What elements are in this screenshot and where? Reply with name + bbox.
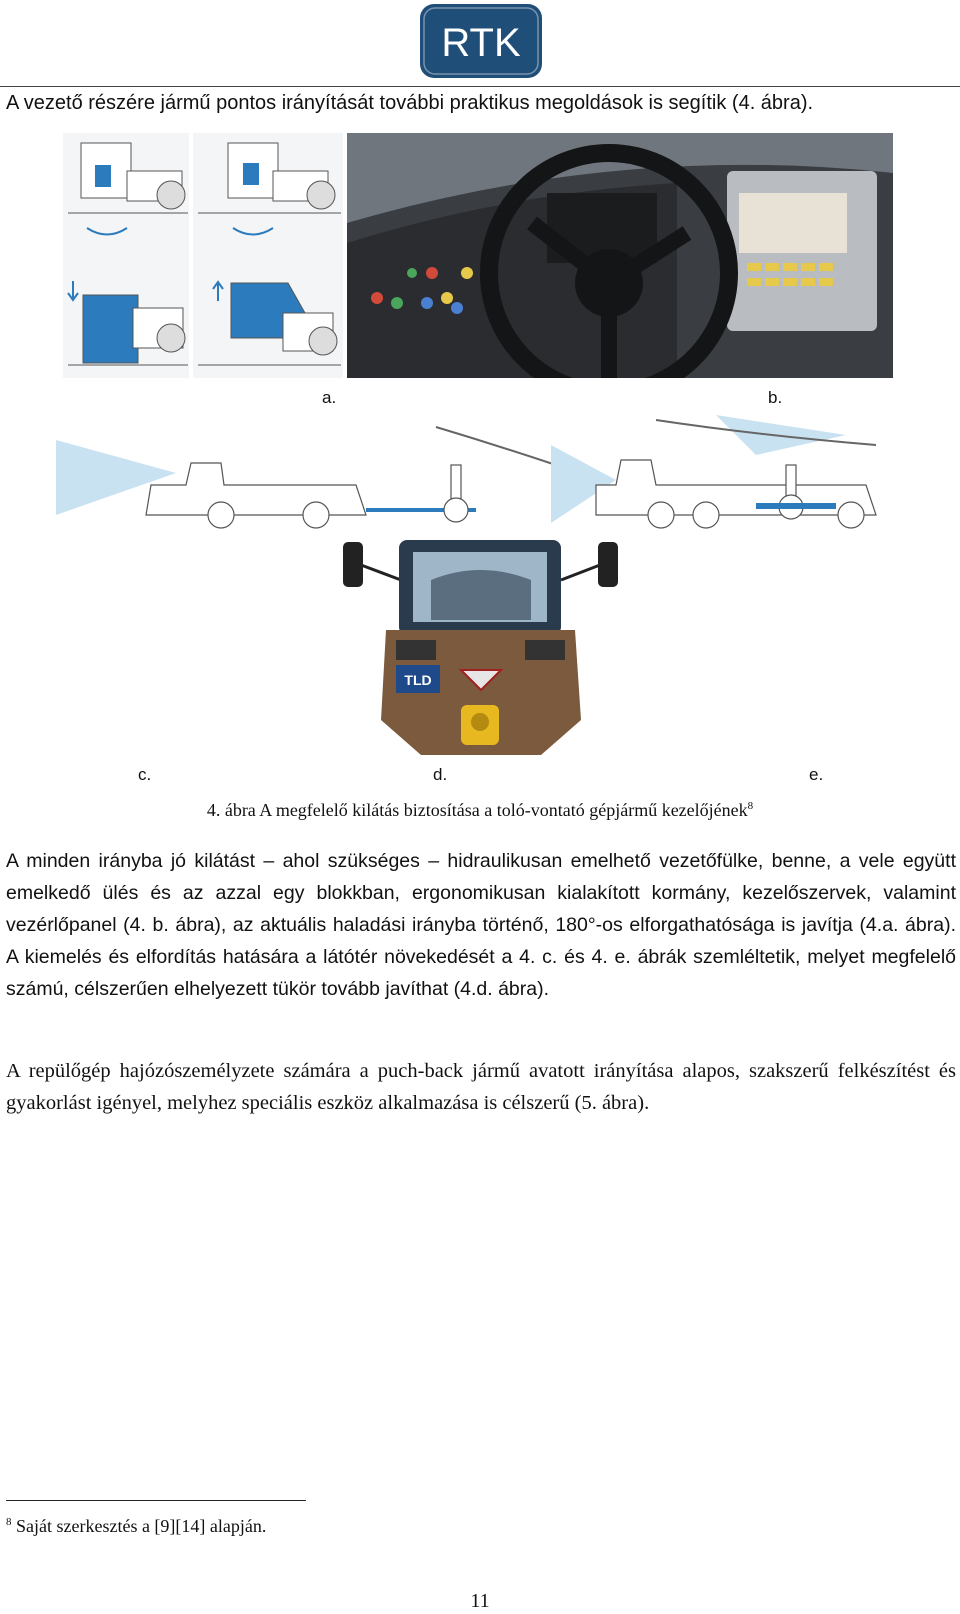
figure-d-tractor-mirrors-photo	[341, 540, 620, 759]
header-divider	[0, 86, 960, 87]
figure-c-e-visibility-diagrams	[56, 415, 906, 543]
figure-a-cab-rotation	[63, 133, 189, 378]
figure-caption	[0, 800, 960, 821]
vehicle-badge-text: TLD	[404, 672, 432, 688]
footnote	[6, 1516, 266, 1537]
body-paragraph-1: A minden irányba jó kilátást – ahol szükséges – hidraulikusan emelhető vezetőfülke, benne, a vele együtt emelkedő ülés és az azzal egy blokkban, ergonomikusan kialakított kormány, kezelőszervek, valamint vezérlőpanel (4. b. ábra), az aktuális haladási irányba történő, 180°-os elforgathatósága is javítja (4.a. ábra). A kiemelés és elfordítás hatására a látótér növekedését a 4. c. és 4. e. ábrák szemléltetik, melyet megfelelő számú, célszerűen elhelyezett tükör tovább javíthat (4.d. ábra).	[6, 850, 956, 1000]
figure-b-cockpit-photo	[347, 133, 893, 378]
footnote-text: Saját szerkesztés a [9][14] alapján.	[11, 1516, 267, 1536]
figure-a-cab-raised	[193, 133, 343, 378]
caption-footnote-ref: 8	[747, 800, 754, 812]
caption-text: 4. ábra A megfelelő kilátás biztosítása a toló-vontató gépjármű kezelőjének	[206, 800, 748, 820]
body-paragraph-2: A repülőgép hajózószemélyzete számára a puch-back jármű avatott irányítása alapos, szakszerű felkészítést és gyakorlást igényel, melyhez speciális eszköz alkalmazása is célszerű (5. ábra).	[6, 1060, 956, 1114]
page-number: 11	[470, 1590, 490, 1612]
sublabel-e: e.	[809, 765, 824, 784]
footnote-divider	[6, 1500, 306, 1501]
rtk-logo	[418, 2, 544, 82]
sublabel-a: a.	[322, 388, 337, 407]
intro-text: A vezető részére jármű pontos irányítását további praktikus megoldások is segítik (4. ábra).	[6, 92, 814, 114]
footnote-number: 8	[6, 1516, 12, 1528]
logo-text: RTK	[441, 21, 521, 65]
sublabel-b: b.	[768, 388, 783, 407]
sublabel-d: d.	[433, 765, 448, 784]
sublabel-c: c.	[138, 765, 152, 784]
